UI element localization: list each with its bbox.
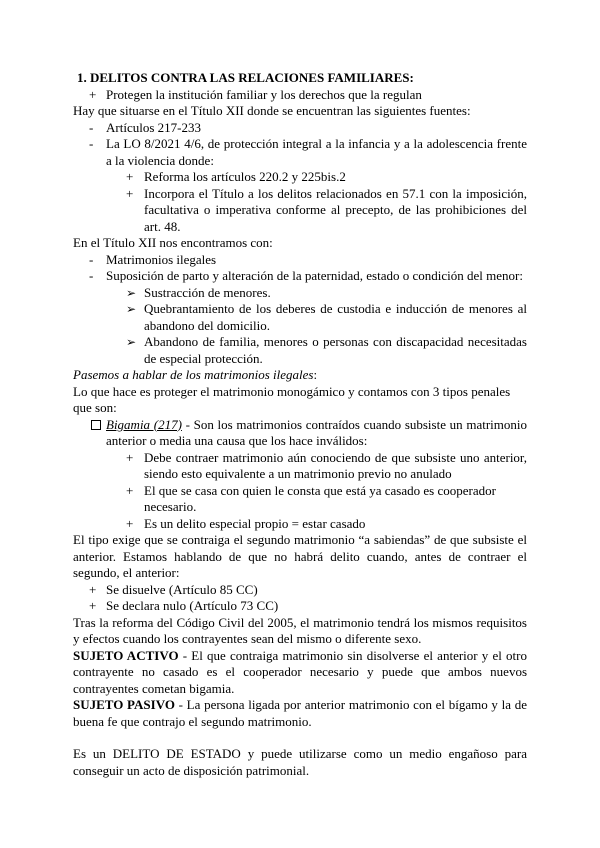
bullet-text: Se disuelve (Artículo 85 CC) bbox=[106, 581, 258, 597]
sujeto-activo-label: SUJETO ACTIVO bbox=[73, 647, 179, 663]
arrow-text: Abandono de familia, menores o personas con discapacidad necesitadas de especial protección. bbox=[144, 334, 527, 366]
dash-item bbox=[73, 136, 527, 169]
plus-bullet: + bbox=[126, 515, 134, 531]
arrow-item bbox=[73, 301, 527, 334]
paragraph-title-intro: En el Título XII nos encontramos con: bbox=[73, 235, 273, 250]
sub-bullet-item bbox=[73, 483, 527, 516]
paragraph-sources-intro: Hay que situarse en el Título XII donde se encuentran las siguientes fuentes: bbox=[73, 103, 471, 118]
dash-item bbox=[73, 120, 527, 137]
document-content bbox=[73, 70, 527, 779]
sub-bullet-item bbox=[73, 169, 527, 186]
dash-text: Suposición de parto y alteración de la paternidad, estado o condición del menor: bbox=[106, 268, 523, 283]
plus-bullet: + bbox=[126, 449, 134, 465]
bullet-text: Protegen la institución familiar y los derechos que la regulan bbox=[106, 86, 422, 102]
arrow-text: Quebrantamiento de los deberes de custodia e inducción de menores al abandono del domicilio. bbox=[144, 301, 527, 333]
paragraph-penal-intro: Lo que hace es proteger el matrimonio monogámico y contamos con 3 tipos penales que son: bbox=[73, 383, 511, 415]
checkbox-item-bigamia bbox=[73, 417, 527, 450]
sujeto-pasivo-label: SUJETO PASIVO bbox=[73, 697, 175, 712]
dash-text: La LO 8/2021 4/6, de protección integral a la infancia y a la adolescencia frente a la violencia donde: bbox=[106, 136, 527, 168]
arrow-bullet-icon: ➢ bbox=[126, 285, 137, 300]
blank-line bbox=[73, 730, 527, 746]
arrow-bullet-icon: ➢ bbox=[126, 335, 137, 349]
paragraph-sujeto-activo bbox=[73, 648, 527, 698]
bullet-item bbox=[73, 582, 527, 599]
paragraph-final: Es un DELITO DE ESTADO y puede utilizarse como un medio engañoso para conseguir un acto de disposición patrimonial. bbox=[73, 746, 527, 778]
dash-text: Matrimonios ilegales bbox=[106, 251, 217, 267]
sub-bullet-text: Es un delito especial propio = estar casado bbox=[144, 515, 366, 531]
plus-bullet: + bbox=[89, 86, 97, 102]
paragraph-tipo: El tipo exige que se contraiga el segundo matrimonio “a sabiendas” de que subsiste el anterior. Estamos hablando de que no habrá delito cuando, antes de contraer el segundo, el anterior: bbox=[73, 532, 527, 580]
plus-bullet: + bbox=[126, 169, 134, 184]
dash-text: Artículos 217-233 bbox=[106, 119, 201, 135]
sub-bullet-item bbox=[73, 186, 527, 236]
paragraph-sujeto-pasivo bbox=[73, 697, 527, 730]
sujeto-activo-text: - El que contraiga matrimonio sin disolverse el anterior y el otro contrayente no casado es el cooperador necesario y puede que ambos nuevos contrayentes cometan bigamia. bbox=[73, 647, 527, 696]
section-subtitle bbox=[73, 367, 527, 384]
paragraph-reforma: Tras la reforma del Código Civil del 2005, el matrimonio tendrá los mismos requisitos y efectos cuando los contrayentes sean del mismo o diferente sexo. bbox=[73, 614, 527, 646]
section-subtitle-colon: : bbox=[313, 367, 318, 382]
section-subtitle-text: Pasemos a hablar de los matrimonios ilegales bbox=[73, 367, 314, 382]
plus-bullet: + bbox=[126, 185, 134, 201]
sub-bullet-text: El que se casa con quien le consta que está ya casado es cooperador necesario. bbox=[144, 482, 496, 514]
plus-bullet: + bbox=[89, 581, 97, 597]
arrow-bullet-icon: ➢ bbox=[126, 302, 137, 316]
bigamia-term: Bigamia (217) bbox=[106, 416, 182, 432]
checkbox-bullet-icon bbox=[91, 420, 101, 430]
bigamia-text: - Son los matrimonios contraídos cuando subsiste un matrimonio anterior o media una causa que los hace inválidos: bbox=[106, 416, 528, 448]
dash-bullet: - bbox=[89, 136, 94, 151]
sujeto-pasivo-text: - La persona ligada por anterior matrimonio con el bígamo y la de buena fe que contrajo el segundo matrimonio. bbox=[73, 697, 527, 729]
bullet-text: Se declara nulo (Artículo 73 CC) bbox=[106, 598, 279, 613]
dash-bullet: - bbox=[89, 268, 94, 283]
plus-bullet: + bbox=[89, 598, 97, 613]
bullet-item bbox=[73, 598, 527, 615]
bullet-item bbox=[73, 87, 527, 104]
plus-bullet: + bbox=[126, 482, 134, 498]
dash-item bbox=[73, 252, 527, 269]
dash-item bbox=[73, 268, 527, 285]
sub-bullet-text: Debe contraer matrimonio aún conociendo de que subsiste uno anterior, siendo esto equivalente a un matrimonio previo no anulado bbox=[144, 449, 527, 481]
arrow-text: Sustracción de menores. bbox=[144, 284, 271, 300]
arrow-item bbox=[73, 334, 527, 367]
section-heading: 1. DELITOS CONTRA LAS RELACIONES FAMILIARES: bbox=[77, 70, 414, 85]
sub-bullet-item bbox=[73, 450, 527, 483]
sub-bullet-item bbox=[73, 516, 527, 533]
arrow-item bbox=[73, 285, 527, 302]
dash-bullet: - bbox=[89, 251, 94, 267]
sub-bullet-text: Reforma los artículos 220.2 y 225bis.2 bbox=[144, 169, 346, 184]
sub-bullet-text: Incorpora el Título a los delitos relacionados en 57.1 con la imposición, facultativa o imperativa conforme al precepto, de las prohibiciones del art. 48. bbox=[144, 185, 527, 234]
dash-bullet: - bbox=[89, 119, 94, 135]
